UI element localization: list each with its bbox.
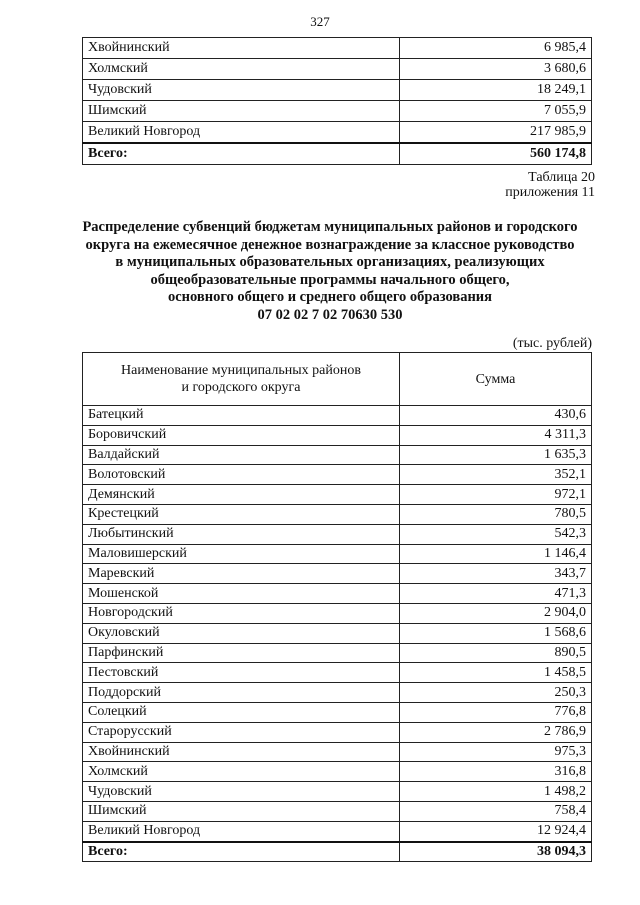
table-row xyxy=(83,762,592,782)
district-name: Шимский xyxy=(83,801,400,821)
district-name: Боровичский xyxy=(83,425,400,445)
district-name: Пестовский xyxy=(83,663,400,683)
district-amount: 1 146,4 xyxy=(400,544,592,564)
title-line: в муниципальных образовательных организациях, реализующих xyxy=(115,254,545,270)
district-name: Холмский xyxy=(83,59,400,80)
district-amount: 6 985,4 xyxy=(400,38,592,59)
table-row xyxy=(83,38,592,59)
district-amount: 12 924,4 xyxy=(400,821,592,841)
district-amount: 3 680,6 xyxy=(400,59,592,80)
total-row xyxy=(83,842,592,862)
column-header-name-line-2: и городского округа xyxy=(181,380,301,395)
table-row xyxy=(83,722,592,742)
district-amount: 7 055,9 xyxy=(400,101,592,122)
district-name: Окуловский xyxy=(83,623,400,643)
district-name: Маревский xyxy=(83,564,400,584)
district-amount: 2 786,9 xyxy=(400,722,592,742)
district-name: Волотовский xyxy=(83,465,400,485)
district-name: Солецкий xyxy=(83,702,400,722)
table-row xyxy=(83,623,592,643)
district-name: Поддорский xyxy=(83,683,400,703)
table-row xyxy=(83,702,592,722)
total-label: Всего: xyxy=(83,842,400,862)
district-amount: 1 498,2 xyxy=(400,782,592,802)
column-header-name-line-1: Наименование муниципальных районов xyxy=(121,363,361,378)
total-row xyxy=(83,143,592,165)
table-row xyxy=(83,524,592,544)
continuation-table xyxy=(82,37,592,165)
table-row xyxy=(83,683,592,703)
table-row xyxy=(83,504,592,524)
table-title xyxy=(60,219,600,324)
district-name: Валдайский xyxy=(83,445,400,465)
district-amount: 975,3 xyxy=(400,742,592,762)
subsidy-table-body xyxy=(83,406,592,862)
column-header-sum: Сумма xyxy=(400,353,592,406)
district-name: Великий Новгород xyxy=(83,122,400,144)
title-line: основного общего и среднего общего образования xyxy=(167,289,493,305)
district-name: Шимский xyxy=(83,101,400,122)
table-number-line-1: Таблица 20 xyxy=(528,170,595,185)
title-line: Распределение субвенций бюджетам муниципальных районов и городского xyxy=(82,219,578,235)
title-line: общеобразовательные программы начального общего, xyxy=(150,271,510,288)
table-row xyxy=(83,59,592,80)
district-name: Холмский xyxy=(83,762,400,782)
district-name: Чудовский xyxy=(83,80,400,101)
district-amount: 316,8 xyxy=(400,762,592,782)
table-row xyxy=(83,101,592,122)
district-name: Парфинский xyxy=(83,643,400,663)
district-name: Маловишерский xyxy=(83,544,400,564)
district-amount: 776,8 xyxy=(400,702,592,722)
table-row xyxy=(83,663,592,683)
district-amount: 1 635,3 xyxy=(400,445,592,465)
table-row xyxy=(83,80,592,101)
district-name: Демянский xyxy=(83,485,400,505)
district-amount: 780,5 xyxy=(400,504,592,524)
district-name: Великий Новгород xyxy=(83,821,400,841)
table-row xyxy=(83,445,592,465)
subsidy-table xyxy=(82,352,592,862)
table-row xyxy=(83,801,592,821)
district-amount: 4 311,3 xyxy=(400,425,592,445)
title-line: 07 02 02 7 02 70630 530 xyxy=(257,306,403,323)
district-amount: 972,1 xyxy=(400,485,592,505)
table-row xyxy=(83,406,592,426)
page-number: 327 xyxy=(310,14,330,29)
district-name: Чудовский xyxy=(83,782,400,802)
table-row xyxy=(83,584,592,604)
district-name: Хвойнинский xyxy=(83,742,400,762)
district-name: Мошенской xyxy=(83,584,400,604)
district-name: Новгородский xyxy=(83,603,400,623)
total-amount: 38 094,3 xyxy=(400,842,592,862)
total-amount: 560 174,8 xyxy=(400,143,592,165)
table-row xyxy=(83,425,592,445)
table-row xyxy=(83,603,592,623)
table-row xyxy=(83,564,592,584)
district-amount: 1 458,5 xyxy=(400,663,592,683)
table-number xyxy=(505,170,595,200)
table-row xyxy=(83,821,592,841)
table-row xyxy=(83,544,592,564)
district-amount: 2 904,0 xyxy=(400,603,592,623)
units-label: (тыс. рублей) xyxy=(512,336,592,351)
district-amount: 758,4 xyxy=(400,801,592,821)
total-label: Всего: xyxy=(83,143,400,165)
table-row xyxy=(83,742,592,762)
district-name: Любытинский xyxy=(83,524,400,544)
table-row xyxy=(83,782,592,802)
table-row xyxy=(83,485,592,505)
district-amount: 542,3 xyxy=(400,524,592,544)
title-line: округа на ежемесячное денежное вознаграждение за классное руководство xyxy=(85,236,575,253)
table-row xyxy=(83,122,592,144)
district-amount: 352,1 xyxy=(400,465,592,485)
district-amount: 217 985,9 xyxy=(400,122,592,144)
district-amount: 471,3 xyxy=(400,584,592,604)
district-amount: 1 568,6 xyxy=(400,623,592,643)
column-header-name xyxy=(83,353,400,406)
district-amount: 18 249,1 xyxy=(400,80,592,101)
district-amount: 890,5 xyxy=(400,643,592,663)
table-row xyxy=(83,643,592,663)
table-header-row xyxy=(83,353,592,406)
district-amount: 430,6 xyxy=(400,406,592,426)
table-row xyxy=(83,465,592,485)
district-name: Старорусский xyxy=(83,722,400,742)
continuation-table-body xyxy=(83,38,592,165)
table-number-line-2: приложения 11 xyxy=(505,185,595,200)
district-name: Батецкий xyxy=(83,406,400,426)
district-name: Крестецкий xyxy=(83,504,400,524)
district-amount: 250,3 xyxy=(400,683,592,703)
district-name: Хвойнинский xyxy=(83,38,400,59)
district-amount: 343,7 xyxy=(400,564,592,584)
